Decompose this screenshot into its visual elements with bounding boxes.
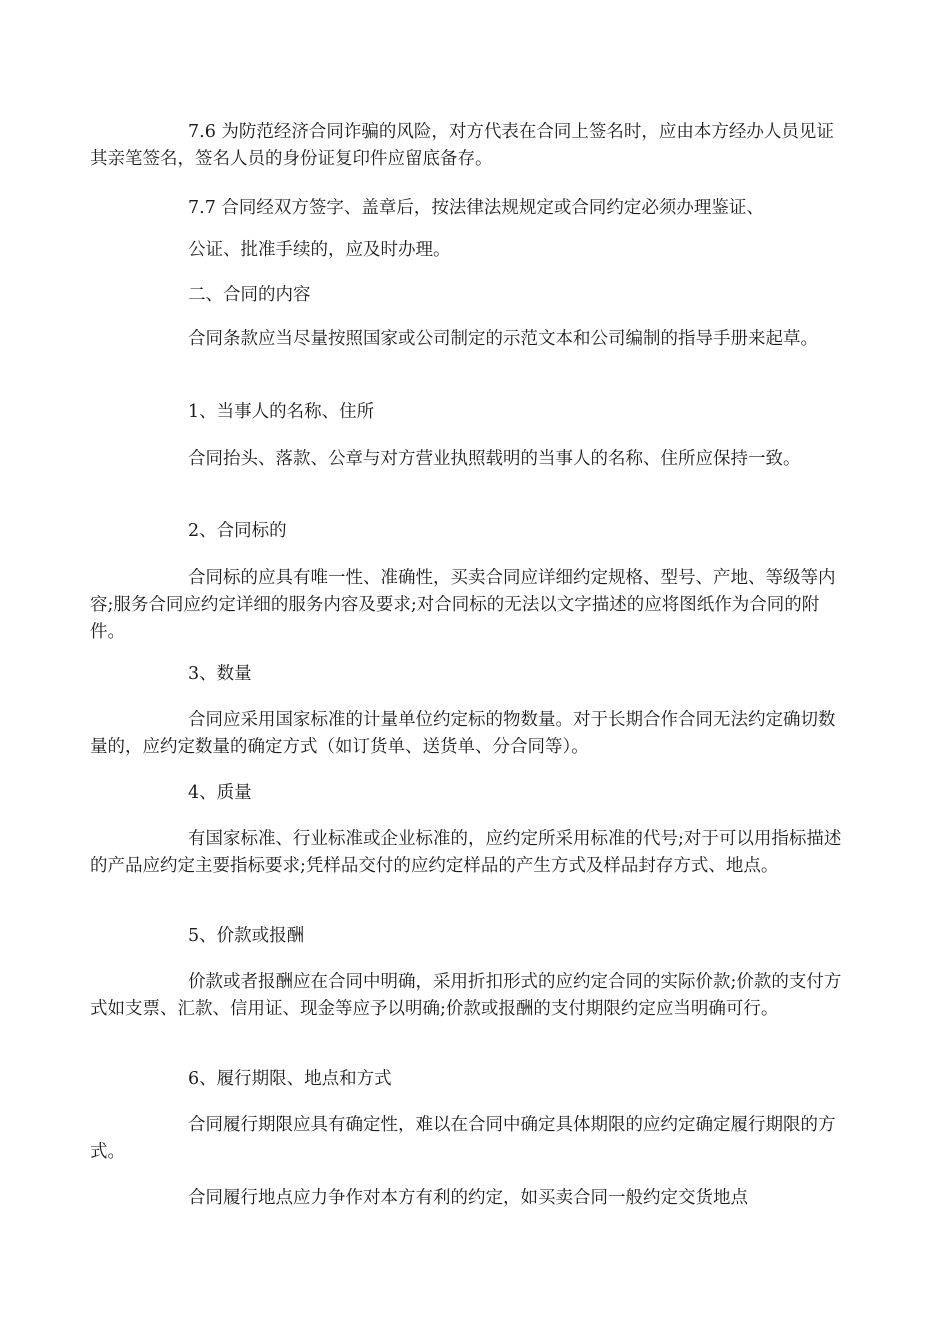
subheading-performance: 6、履行期限、地点和方式 [188,1069,392,1089]
paragraph-7-7-continued: 公证、批准手续的，应及时办理。 [188,240,451,260]
paragraph-drafting: 合同条款应当尽量按照国家或公司制定的示范文本和公司编制的指导手册来起草。 [188,329,818,349]
subheading-quality: 4、质量 [188,783,252,803]
paragraph-performance-place: 合同履行地点应力争作对本方有利的约定，如买卖合同一般约定交货地点 [188,1188,748,1208]
paragraph-7-7: 7.7 合同经双方签字、盖章后，按法律法规规定或合同约定必须办理鉴证、 [188,198,764,218]
paragraph-quality: 有国家标准、行业标准或企业标准的，应约定所采用标准的代号;对于可以用指标描述的产品应约定主要指标要求;凭样品交付的应约定样品的产生方式及样品封存方式、地点。 [90,829,842,876]
subheading-party-name: 1、当事人的名称、住所 [188,402,375,422]
subheading-subject-matter: 2、合同标的 [188,521,287,541]
subheading-quantity: 3、数量 [188,664,252,684]
paragraph-subject-matter: 合同标的应具有唯一性、准确性，买卖合同应详细约定规格、型号、产地、等级等内容;服务合同应约定详细的服务内容及要求;对合同标的无法以文字描述的应将图纸作为合同的附件。 [90,568,836,642]
paragraph-7-6: 7.6 为防范经济合同诈骗的风险，对方代表在合同上签名时，应由本方经办人员见证其亲笔签名，签名人员的身份证复印件应留底备存。 [90,122,834,169]
paragraph-party-name: 合同抬头、落款、公章与对方营业执照载明的当事人的名称、住所应保持一致。 [188,449,801,469]
paragraph-quantity: 合同应采用国家标准的计量单位约定标的物数量。对于长期合作合同无法约定确切数量的，应约定数量的确定方式（如订货单、送货单、分合同等）。 [90,710,836,757]
section-heading-contract-content: 二、合同的内容 [188,285,311,305]
paragraph-price: 价款或者报酬应在合同中明确，采用折扣形式的应约定合同的实际价款;价款的支付方式如支票、汇款、信用证、现金等应予以明确;价款或报酬的支付期限约定应当明确可行。 [90,972,842,1019]
paragraph-performance-period: 合同履行期限应具有确定性，难以在合同中确定具体期限的应约定确定履行期限的方式。 [90,1115,836,1162]
subheading-price: 5、价款或报酬 [188,926,305,946]
